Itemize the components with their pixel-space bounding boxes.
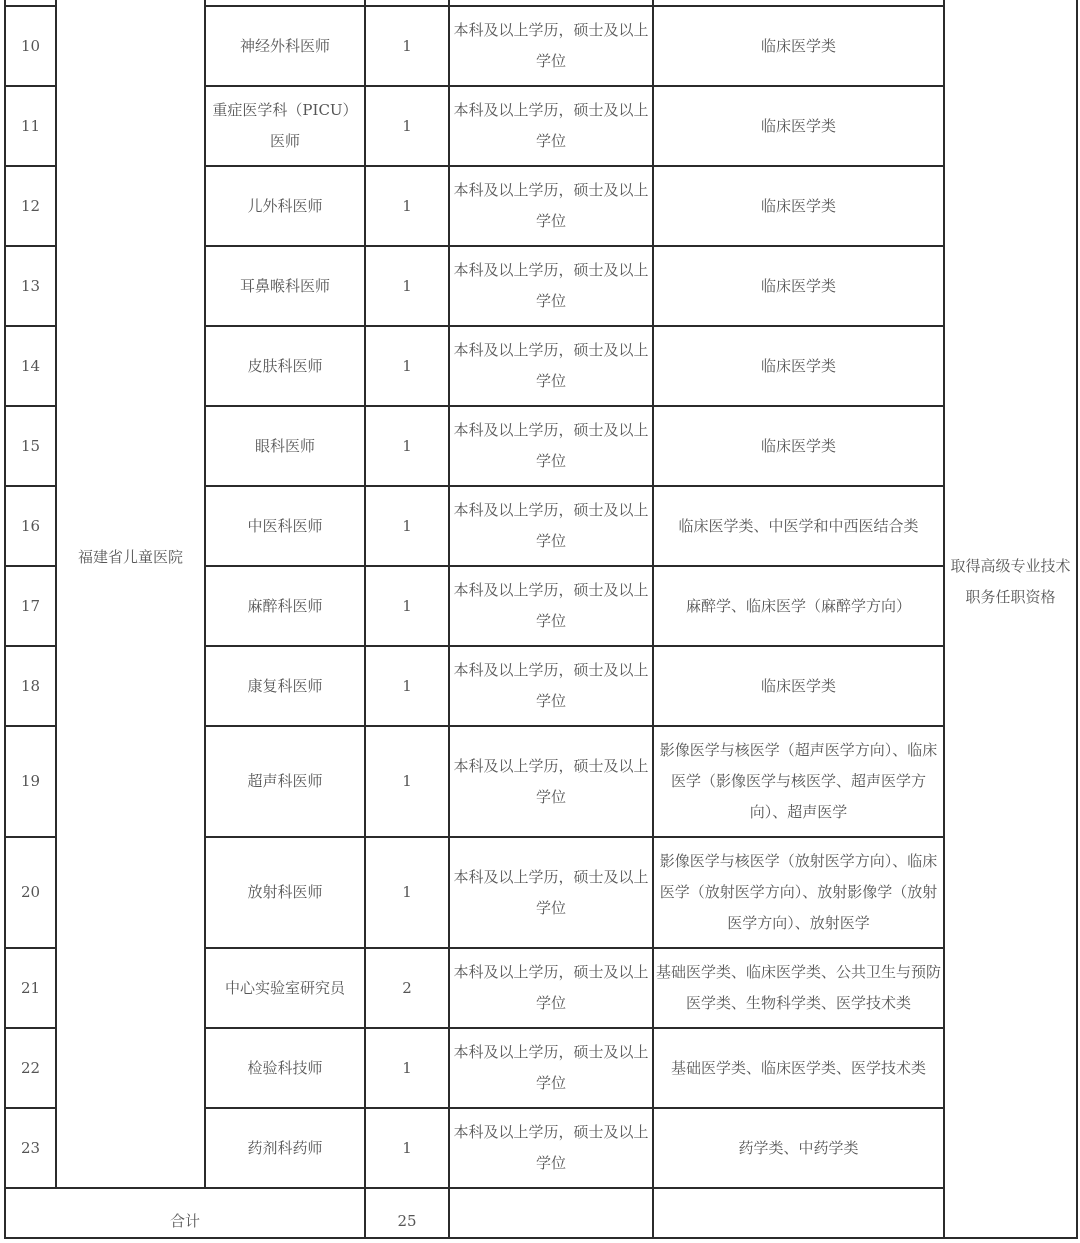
row-number: 20 <box>5 837 56 948</box>
row-number: 21 <box>5 948 56 1028</box>
row-number: 10 <box>5 6 56 86</box>
row-number: 11 <box>5 86 56 166</box>
position-name: 中医科医师 <box>205 486 365 566</box>
education-requirement: 本科及以上学历，硕士及以上学位 <box>449 948 653 1028</box>
education-requirement: 本科及以上学历，硕士及以上学位 <box>449 646 653 726</box>
row-number: 19 <box>5 726 56 837</box>
major-requirement: 临床医学类 <box>653 646 944 726</box>
position-count: 1 <box>365 166 449 246</box>
education-requirement: 本科及以上学历，硕士及以上学位 <box>449 6 653 86</box>
position-name: 检验科技师 <box>205 1028 365 1108</box>
education-requirement: 本科及以上学历，硕士及以上学位 <box>449 726 653 837</box>
education-requirement: 本科及以上学历，硕士及以上学位 <box>449 246 653 326</box>
total-row <box>5 1188 1077 1238</box>
row-number: 18 <box>5 646 56 726</box>
position-name: 康复科医师 <box>205 646 365 726</box>
row-number: 16 <box>5 486 56 566</box>
education-requirement: 本科及以上学历，硕士及以上学位 <box>449 1108 653 1188</box>
major-requirement: 药学类、中药学类 <box>653 1108 944 1188</box>
empty-cell <box>449 1188 653 1238</box>
major-requirement: 临床医学类、中医学和中西医结合类 <box>653 486 944 566</box>
position-name: 中心实验室研究员 <box>205 948 365 1028</box>
position-name: 药剂科药师 <box>205 1108 365 1188</box>
major-requirement: 临床医学类 <box>653 246 944 326</box>
position-name: 耳鼻喉科医师 <box>205 246 365 326</box>
major-requirement: 临床医学类 <box>653 326 944 406</box>
total-label: 合计 <box>5 1188 365 1238</box>
position-name: 超声科医师 <box>205 726 365 837</box>
education-requirement: 本科及以上学历，硕士及以上学位 <box>449 326 653 406</box>
position-count: 1 <box>365 406 449 486</box>
position-count: 1 <box>365 1028 449 1108</box>
row-number: 22 <box>5 1028 56 1108</box>
education-requirement: 本科及以上学历，硕士及以上学位 <box>449 406 653 486</box>
major-requirement: 基础医学类、临床医学类、医学技术类 <box>653 1028 944 1108</box>
education-requirement: 本科及以上学历，硕士及以上学位 <box>449 1028 653 1108</box>
position-count: 1 <box>365 486 449 566</box>
position-name: 重症医学科（PICU）医师 <box>205 86 365 166</box>
row-number: 23 <box>5 1108 56 1188</box>
position-count: 1 <box>365 6 449 86</box>
position-count: 1 <box>365 86 449 166</box>
major-requirement: 临床医学类 <box>653 406 944 486</box>
position-count: 1 <box>365 1108 449 1188</box>
position-name: 放射科医师 <box>205 837 365 948</box>
position-name: 眼科医师 <box>205 406 365 486</box>
major-requirement: 临床医学类 <box>653 166 944 246</box>
row-number: 14 <box>5 326 56 406</box>
major-requirement: 基础医学类、临床医学类、公共卫生与预防医学类、生物科学类、医学技术类 <box>653 948 944 1028</box>
major-requirement: 影像医学与核医学（放射医学方向）、临床医学（放射医学方向）、放射影像学（放射医学方向）、放射医学 <box>653 837 944 948</box>
position-name: 儿外科医师 <box>205 166 365 246</box>
position-count: 2 <box>365 948 449 1028</box>
education-requirement: 本科及以上学历，硕士及以上学位 <box>449 86 653 166</box>
major-requirement: 影像医学与核医学（超声医学方向）、临床医学（影像医学与核医学、超声医学方向）、超声医学 <box>653 726 944 837</box>
position-name: 麻醉科医师 <box>205 566 365 646</box>
education-requirement: 本科及以上学历，硕士及以上学位 <box>449 166 653 246</box>
position-count: 1 <box>365 246 449 326</box>
qualification-requirement: 取得高级专业技术职务任职资格 <box>944 0 1077 1238</box>
total-count: 25 <box>365 1188 449 1238</box>
major-requirement: 临床医学类 <box>653 86 944 166</box>
position-count: 1 <box>365 726 449 837</box>
position-count: 1 <box>365 566 449 646</box>
empty-cell <box>653 1188 944 1238</box>
position-name: 神经外科医师 <box>205 6 365 86</box>
row-number: 13 <box>5 246 56 326</box>
position-count: 1 <box>365 646 449 726</box>
row-number: 15 <box>5 406 56 486</box>
major-requirement: 麻醉学、临床医学（麻醉学方向） <box>653 566 944 646</box>
unit-name: 福建省儿童医院 <box>56 0 205 1188</box>
position-count: 1 <box>365 837 449 948</box>
education-requirement: 本科及以上学历，硕士及以上学位 <box>449 566 653 646</box>
row-number: 12 <box>5 166 56 246</box>
recruitment-table <box>4 0 1078 1239</box>
position-count: 1 <box>365 326 449 406</box>
education-requirement: 本科及以上学历，硕士及以上学位 <box>449 837 653 948</box>
major-requirement: 临床医学类 <box>653 6 944 86</box>
position-name: 皮肤科医师 <box>205 326 365 406</box>
row-number: 17 <box>5 566 56 646</box>
education-requirement: 本科及以上学历，硕士及以上学位 <box>449 486 653 566</box>
